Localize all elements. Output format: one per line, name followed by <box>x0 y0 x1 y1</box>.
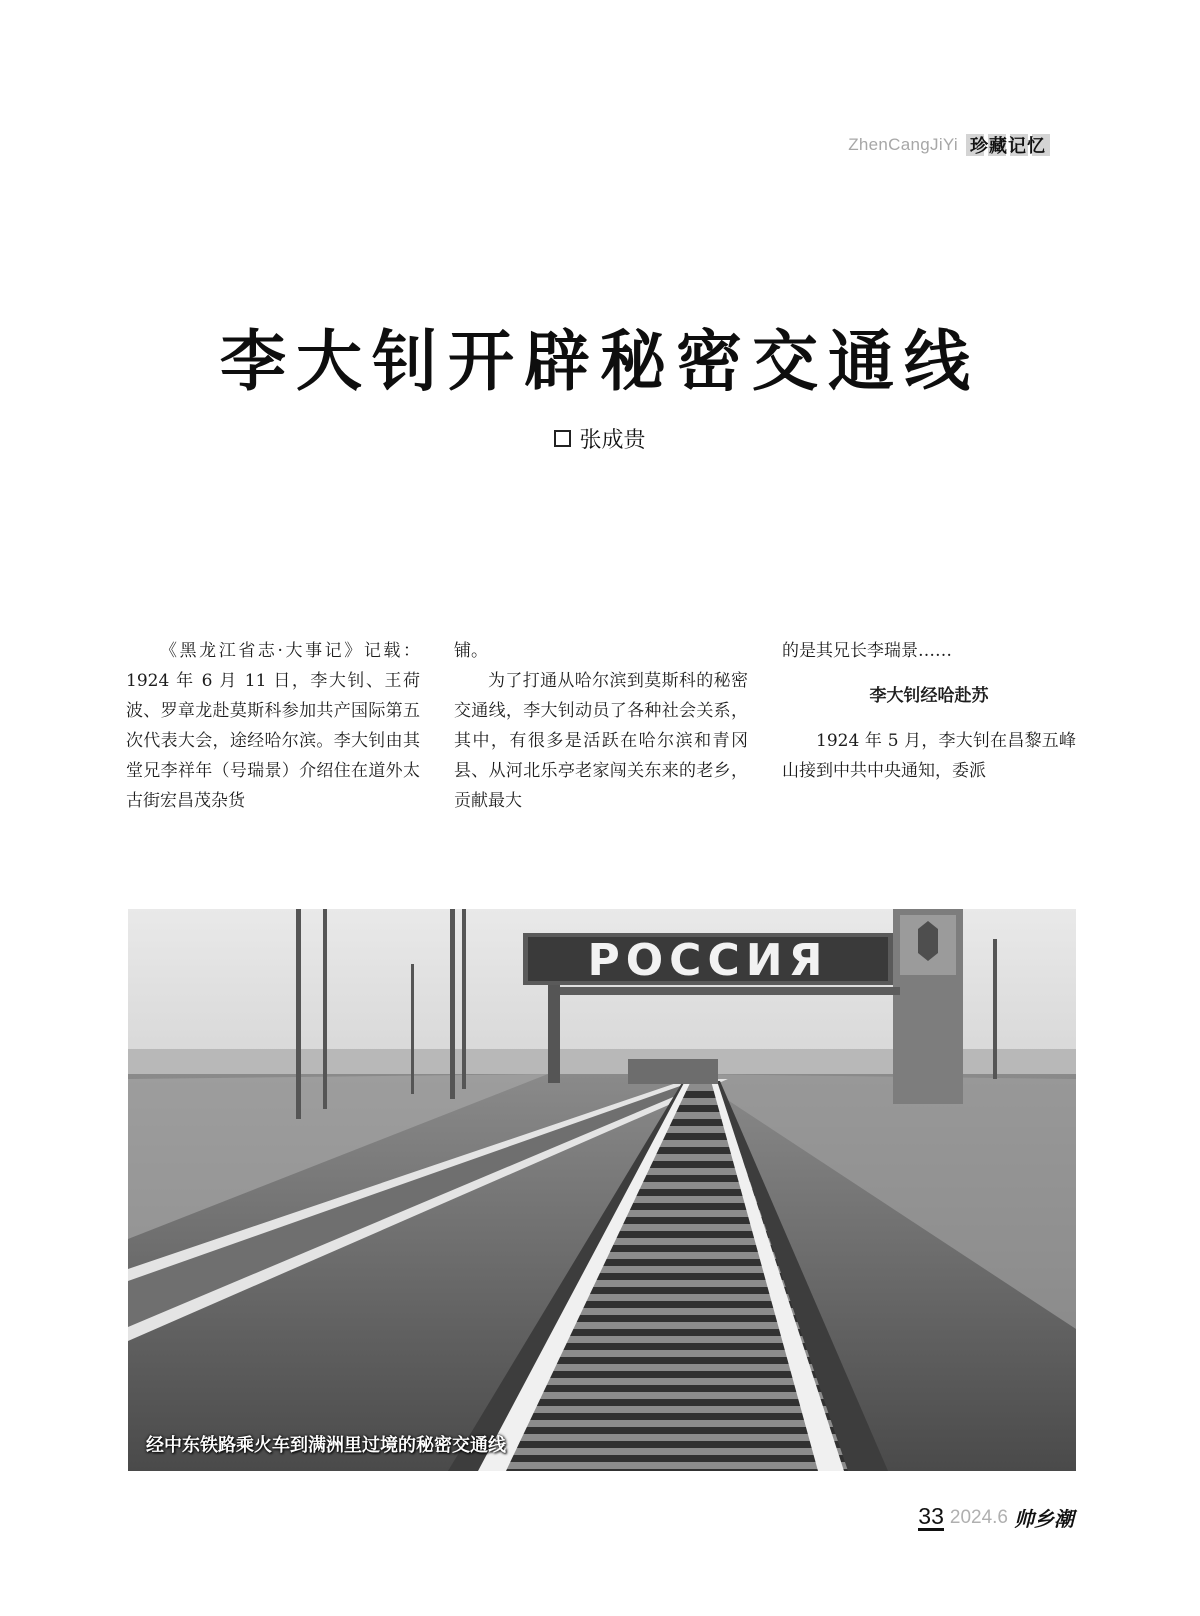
section-name: 珍藏记忆 <box>966 132 1050 158</box>
article-body <box>126 636 1076 816</box>
magazine-logo: 帅乡潮 <box>1014 1507 1074 1531</box>
issue-date: 2024.6 <box>949 1506 1008 1528</box>
subheading: 李大钊经哈赴苏 <box>869 686 989 706</box>
column-2 <box>454 636 748 816</box>
author-square-icon <box>554 430 571 447</box>
article-title: 李大钊开辟秘密交通线 <box>220 323 980 400</box>
paragraph: 铺。 <box>454 641 488 661</box>
railway-border-photo <box>128 909 1076 1471</box>
sign-text: РОССИЯ <box>587 935 829 986</box>
column-1 <box>126 636 420 816</box>
author-name: 张成贵 <box>579 428 646 453</box>
section-header <box>848 132 1050 158</box>
paragraph: 1924 年 5 月，李大钊在昌黎五峰山接到中共中央通知，委派 <box>782 731 1076 781</box>
paragraph: 为了打通从哈尔滨到莫斯科的秘密交通线，李大钊动员了各种社会关系，其中，有很多是活跃在哈尔滨和青冈县、从河北乐亭老家闯关东来的老乡，贡献最大 <box>454 671 748 811</box>
column-3 <box>782 636 1076 816</box>
section-pinyin: ZhenCangJiYi <box>848 135 958 154</box>
paragraph: 《黑龙江省志·大事记》记载：1924 年 6 月 11 日，李大钊、王荷波、罗章龙赴莫斯科参加共产国际第五次代表大会，途经哈尔滨。李大钊由其堂兄李祥年（号瑞景）介绍住在道外太古街宏昌茂杂货 <box>126 641 420 811</box>
paragraph: 的是其兄长李瑞景…… <box>782 641 952 661</box>
byline <box>0 423 1200 454</box>
photo-caption: 经中东铁路乘火车到满洲里过境的秘密交通线 <box>146 1435 506 1456</box>
photo-illustration <box>128 909 1076 1471</box>
page-number: 33 <box>918 1503 944 1529</box>
page-footer <box>918 1503 1074 1532</box>
